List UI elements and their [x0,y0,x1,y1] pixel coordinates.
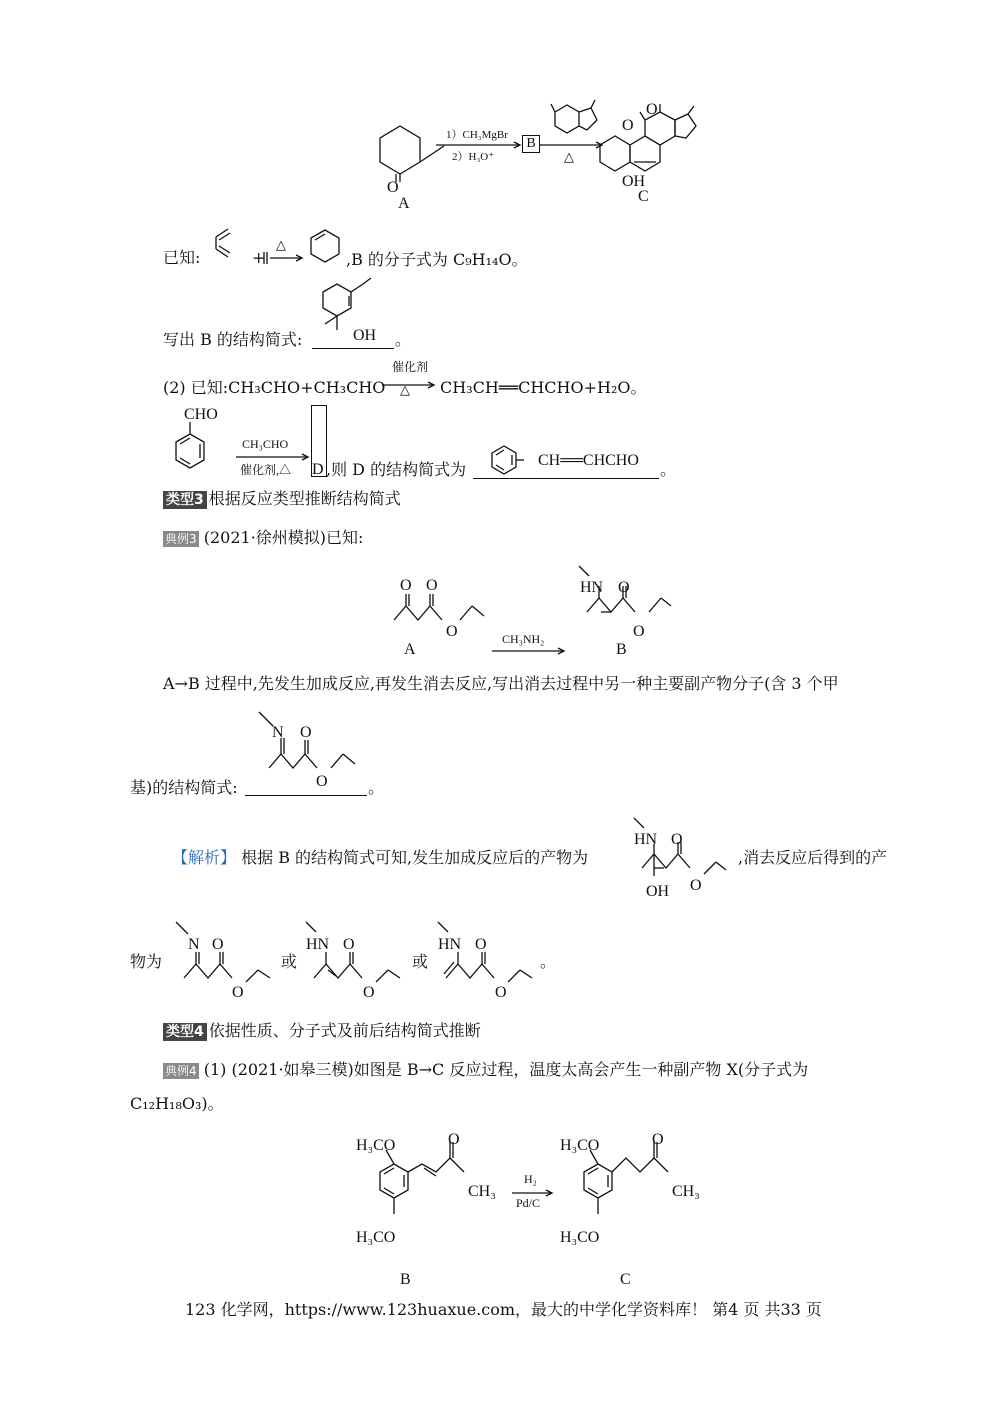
example4-reagent-top: H₂ [524,1172,537,1186]
example4-text: (1) (2021·如皋三模)如图是 B→C 反应过程，温度太高会产生一种副产物 X(分子式为 [203,1060,809,1079]
scheme1-reagent-1: 1）CH₃MgBr [446,129,508,141]
q1-answer-blank [312,348,394,349]
q2-catalyst: 催化剂 [392,360,429,374]
q2-cho-label: CHO [184,406,218,423]
example3-arrow [492,646,572,656]
known1-triangle: △ [276,238,286,253]
analysis-product-OH: OH [646,883,670,900]
scheme1-structure-A [370,118,450,213]
example4-B-H3CO-bottom: H₃CO [356,1229,396,1246]
known1-plus: + [252,248,266,267]
analysis-or-2: 或 [412,952,429,971]
type3-heading [163,486,401,509]
example4-line [163,1060,808,1080]
analysis-end: 。 [540,952,557,971]
q2-D-label: D [312,461,324,478]
example4-B-H3CO-top: H₃CO [356,1137,396,1154]
example3-answer-O2: O [316,773,328,790]
example3-A-O1: O [400,577,412,594]
q1-prompt: 写出 B 的结构简式: [163,330,303,349]
scheme1-label-C: C [638,188,649,205]
example3-B-HN: HN [580,579,604,596]
scheme1-box-B: B [522,135,540,153]
analysis-opt1-O1: O [212,936,224,953]
analysis-opt2-O2: O [363,984,375,1001]
analysis-product-HN: HN [634,831,658,848]
example3-B-O2: O [633,623,645,640]
example4-label-B: B [400,1271,411,1288]
scheme1-triangle: △ [564,149,574,164]
analysis-product-O1: O [671,831,683,848]
example3-answer-structure [255,708,365,788]
analysis-option-3 [432,918,542,998]
q2-product: CH₃CH══CHCHO+H₂O。 [440,378,647,397]
q2-prompt: ,则 D 的结构简式为 [326,460,467,479]
known1-prefix: 已知: [163,248,201,267]
example3-answer-blank [245,795,367,796]
scheme1-label-A: A [398,195,410,212]
scheme1-carbonyl-O: O [387,179,399,196]
example4-label-C: C [620,1271,631,1288]
known1-suffix: ,B 的分子式为 C₉H₁₄O。 [346,250,528,269]
analysis-product-O2: O [690,877,702,894]
analysis-opt1-N: N [188,936,200,953]
analysis-opt3-HN: HN [438,936,462,953]
example4-C-CH3: CH₃ [672,1183,700,1200]
q1-answer-OH: OH [353,327,377,344]
example3-A-O2: O [426,577,438,594]
analysis-opt2-O1: O [343,936,355,953]
scheme1-C-O-left: O [622,117,634,134]
q2-reagent-top: CH₃CHO [242,437,289,451]
example3-tag: 典例3 [165,532,197,546]
type4-title: 依据性质、分子式及前后结构简式推断 [208,1021,481,1040]
example3-body2: 基)的结构简式: [130,778,238,797]
example3-answer-O1: O [300,724,312,741]
analysis-option-2 [300,918,410,998]
scheme1-C-O-top: O [646,101,658,118]
analysis-opt3-O2: O [495,984,507,1001]
known1-butadiene [212,225,242,265]
example3-reagent: CH₃NH₂ [502,632,545,646]
q2-end: 。 [660,460,677,479]
q2-arrow-1 [382,380,442,390]
q2-text-left: (2) 已知:CH₃CHO+CH₃CHO [163,378,386,397]
example3-line [163,528,363,548]
example4-C-H3CO-top: H₃CO [560,1137,600,1154]
example3-A-O3: O [446,623,458,640]
analysis-option-1 [170,918,280,998]
analysis-bracket-label: 【解析】 [172,848,237,867]
analysis-opt1-O2: O [232,984,244,1001]
example3-answer-N: N [272,724,284,741]
example4-B-CH3: CH₃ [468,1183,496,1200]
analysis-opt2-HN: HN [306,936,330,953]
q2-reagent-bottom: 催化剂,△ [240,463,292,477]
type3-title: 根据反应类型推断结构简式 [208,489,401,508]
example4-formula: C₁₂H₁₈O₃)。 [130,1094,224,1113]
q2-answer-chain: CH══CHCHO [538,452,639,469]
type4-heading [163,1018,481,1041]
analysis-line-1 [172,848,588,868]
known1-cyclohexene [305,228,345,268]
q2-benzaldehyde [168,422,218,482]
scheme1-reagent-2: 2）H₃O⁺ [452,151,495,163]
example4-C-H3CO-bottom: H₃CO [560,1229,600,1246]
scheme1-diene-reagent [545,100,605,140]
example3-label-A: A [404,641,416,658]
type3-badge: 类型3 [163,491,207,509]
example4-tag: 典例4 [165,1064,197,1078]
example4-B-O: O [448,1131,460,1148]
analysis-or-1: 或 [281,952,298,971]
q1-end: 。 [395,330,412,349]
example4-reagent-bottom: Pd/C [516,1196,541,1210]
scheme1-C-OH: OH [622,173,646,190]
analysis-opt3-O1: O [475,936,487,953]
example3-B-O1: O [618,579,630,596]
analysis-text: 根据 B 的结构简式可知,发生加成反应后的产物为 [241,848,589,867]
type4-badge: 类型4 [163,1023,207,1041]
page-footer: 123 化学网，https://www.123huaxue.com，最大的中学化学资料库！ 第4 页 共33 页 [185,1300,822,1319]
analysis-text2: ,消去反应后得到的产 [738,848,888,867]
analysis-text3: 物为 [130,952,163,971]
q2-triangle: △ [400,382,410,397]
example3-structure-A [390,590,490,640]
example4-C-O: O [652,1131,664,1148]
analysis-addition-product [628,814,738,900]
example3-label-B: B [616,641,627,658]
example3-body: A→B 过程中,先发生加成反应,再发生消去反应,写出消去过程中另一种主要副产物分子(含 3 个甲 [163,674,839,693]
example3-text: (2021·徐州模拟)已知: [203,528,364,547]
example3-end: 。 [368,778,385,797]
q2-answer-benzene [486,443,526,479]
